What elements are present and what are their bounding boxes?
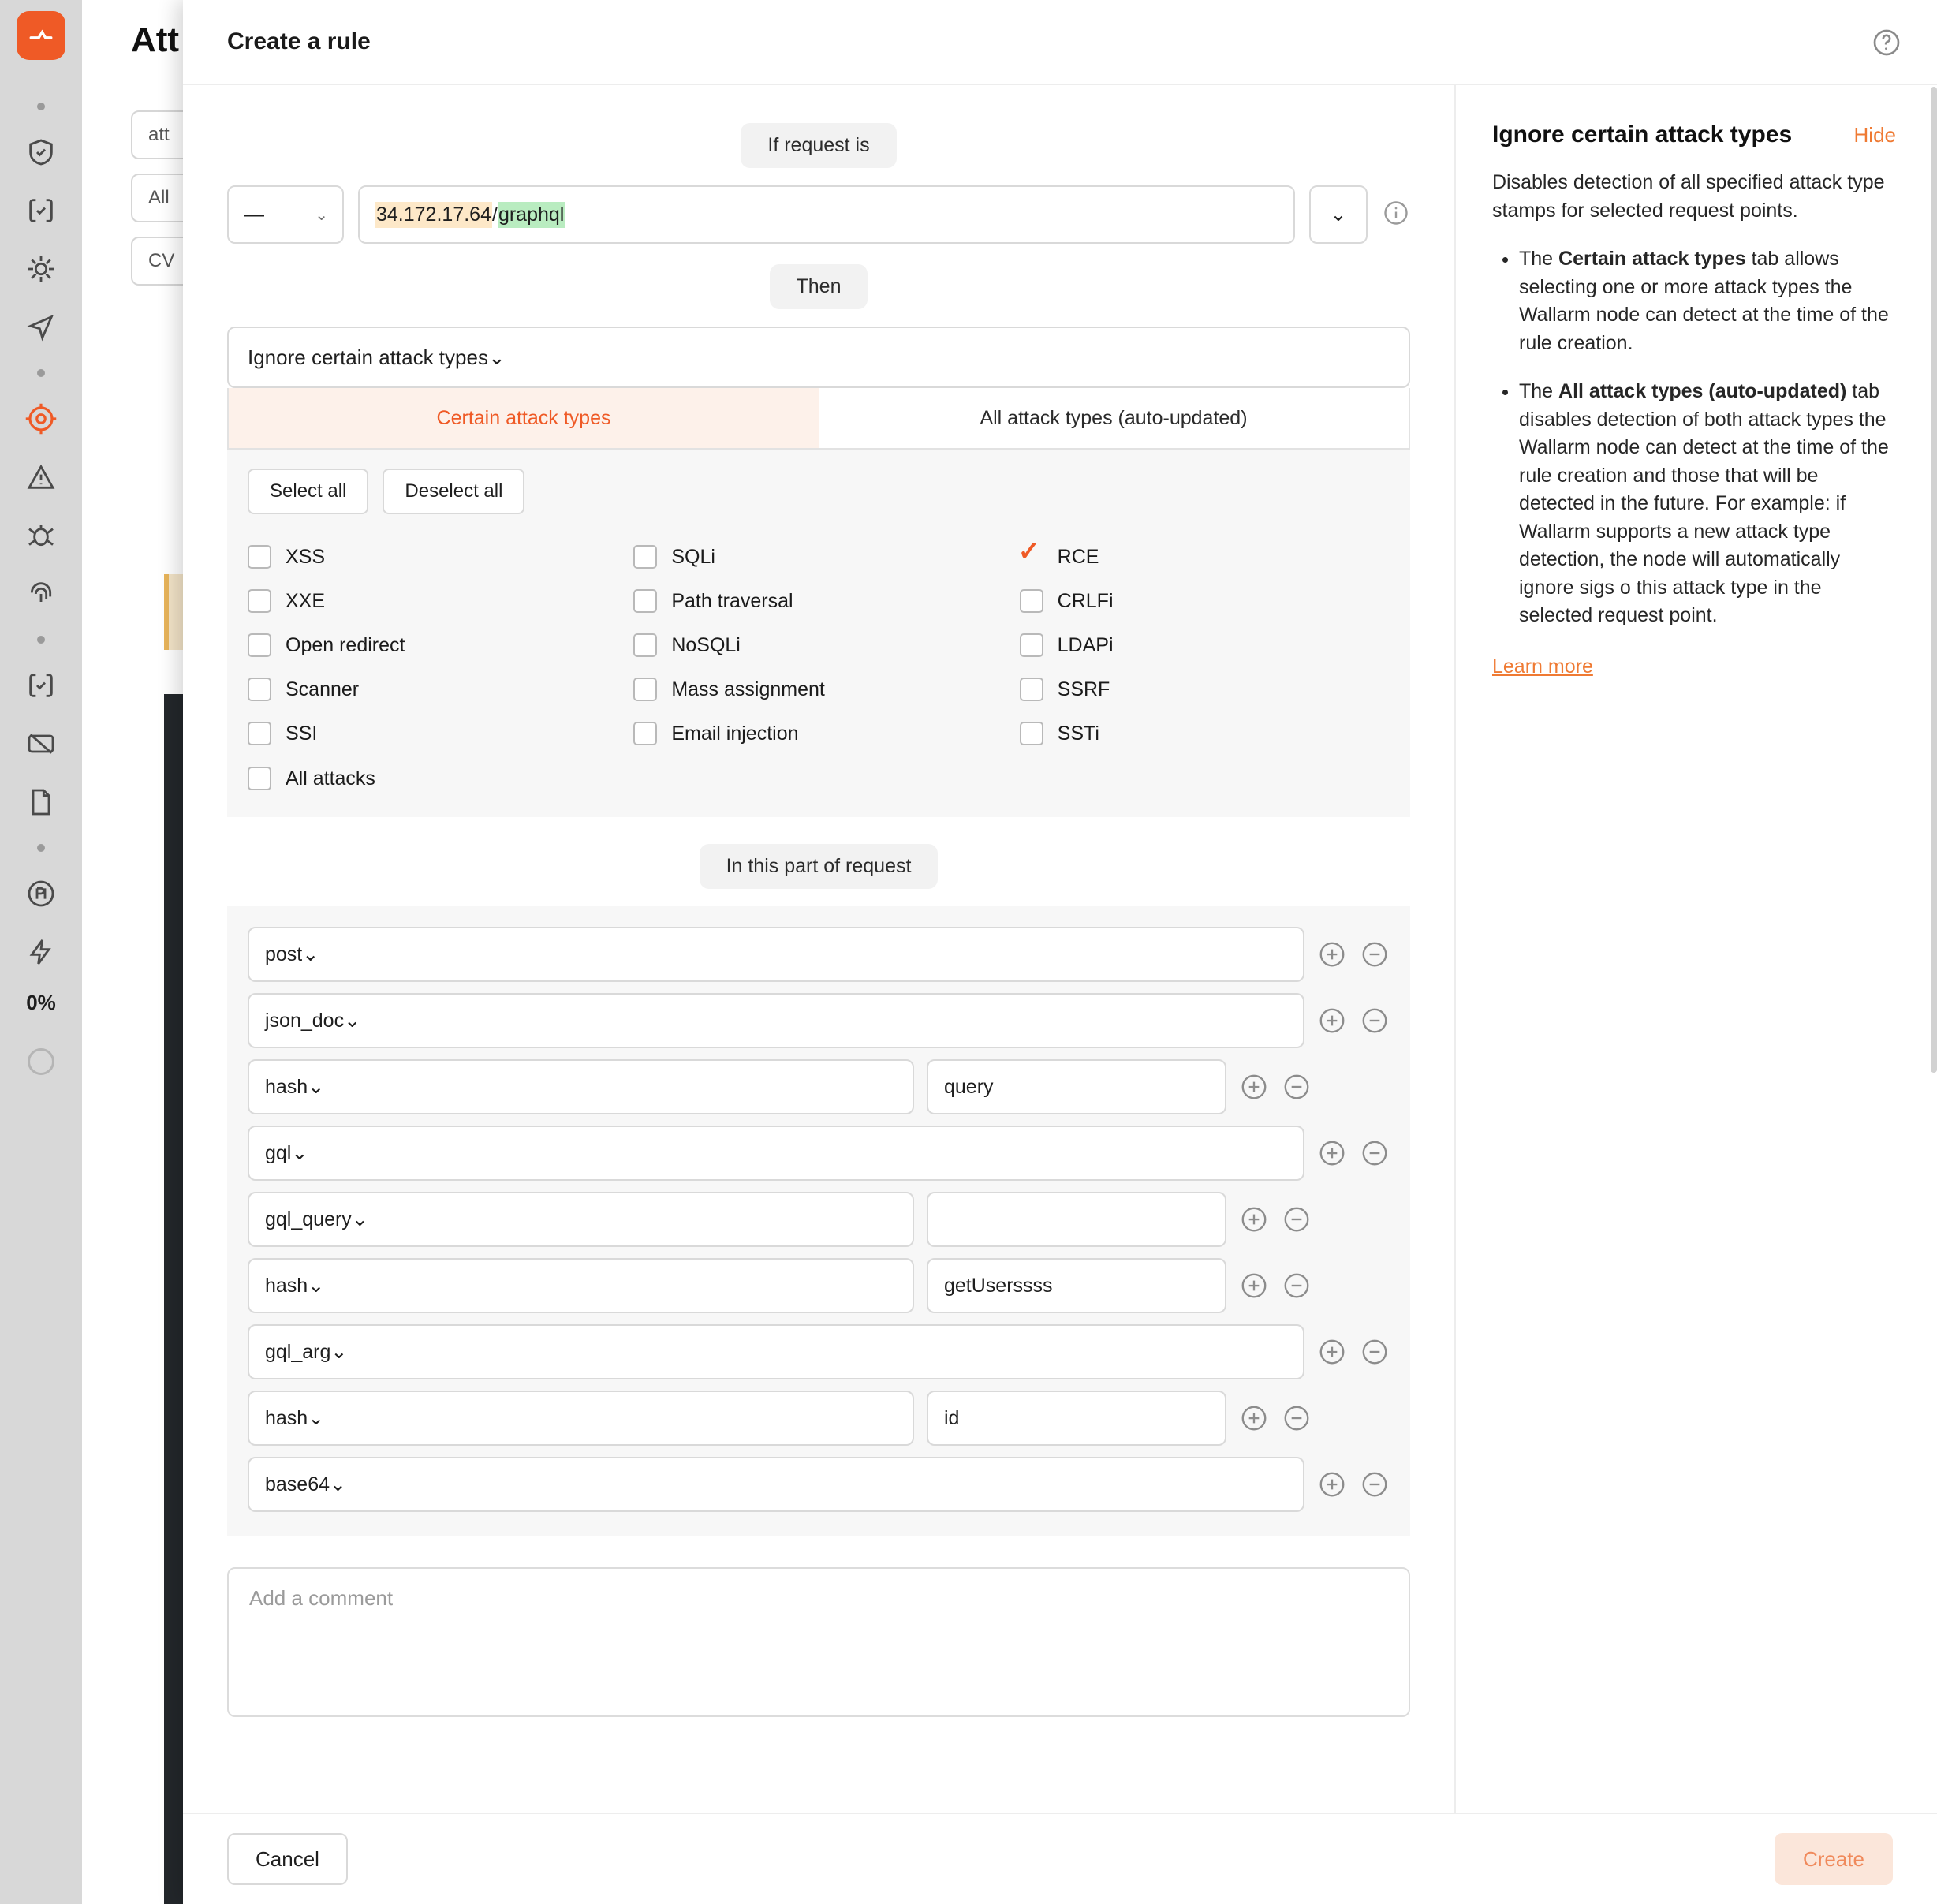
- modal-title: Create a rule: [227, 28, 371, 54]
- condition-value-path: graphql: [498, 202, 565, 228]
- minus-circle-icon[interactable]: [1282, 1204, 1312, 1234]
- point-row: [248, 1391, 1390, 1446]
- minus-circle-icon[interactable]: [1360, 1469, 1390, 1499]
- point-select[interactable]: [248, 1457, 1304, 1512]
- checkbox-label: Open redirect: [286, 633, 405, 656]
- point-row: [248, 1059, 1390, 1114]
- help-bullet: [1519, 378, 1896, 630]
- alert-triangle-icon[interactable]: [13, 448, 69, 506]
- point-value-input[interactable]: [927, 1192, 1226, 1247]
- point-select-value: json_doc: [265, 1009, 345, 1032]
- page-title: Att: [131, 21, 180, 59]
- selection-buttons: [248, 469, 1390, 514]
- chevron-down-icon: ⌄: [487, 345, 506, 369]
- checkbox-label: SSRF: [1057, 678, 1110, 700]
- minus-circle-icon[interactable]: [1282, 1403, 1312, 1433]
- action-select[interactable]: [227, 327, 1410, 388]
- chevron-down-icon: ⌄: [1330, 203, 1347, 226]
- point-select-value: gql_arg: [265, 1340, 331, 1363]
- checkbox-row[interactable]: [248, 711, 618, 756]
- checkbox-row[interactable]: [1020, 623, 1390, 667]
- minus-circle-icon[interactable]: [1360, 1337, 1390, 1367]
- point-row: [248, 1457, 1390, 1512]
- checkbox-row-all-attacks[interactable]: [248, 767, 1390, 790]
- attack-types-panel: [227, 450, 1410, 817]
- point-value-input[interactable]: query: [927, 1059, 1226, 1114]
- user-avatar[interactable]: [28, 1048, 54, 1075]
- chevron-down-icon: ⌄: [308, 1076, 325, 1098]
- chevron-down-icon: ⌄: [291, 1142, 308, 1164]
- checkbox-label: LDAPi: [1057, 633, 1114, 656]
- minus-circle-icon[interactable]: [1360, 1138, 1390, 1168]
- hide-help-button[interactable]: Hide: [1853, 123, 1896, 147]
- create-button[interactable]: Create: [1775, 1833, 1893, 1885]
- rail-divider-dot: [37, 103, 45, 110]
- point-select-value: base64: [265, 1473, 330, 1495]
- no-scan-icon[interactable]: [13, 715, 69, 773]
- point-row: [248, 1258, 1390, 1313]
- checkbox-xss[interactable]: [248, 545, 271, 569]
- select-all-button[interactable]: Select all: [248, 469, 368, 514]
- checkbox-label: NoSQLi: [671, 633, 741, 656]
- learn-more-link[interactable]: Learn more: [1492, 655, 1593, 678]
- chevron-down-icon: ⌄: [330, 1473, 346, 1495]
- checkbox-ssrf[interactable]: [1020, 678, 1043, 701]
- help-panel: [1454, 85, 1937, 1813]
- plus-circle-icon[interactable]: [1239, 1204, 1269, 1234]
- code-check-icon[interactable]: [13, 181, 69, 240]
- point-select[interactable]: [248, 1059, 914, 1114]
- filter-field-all[interactable]: All: [131, 174, 368, 222]
- point-value-input[interactable]: getUserssss: [927, 1258, 1226, 1313]
- app-logo[interactable]: [17, 11, 65, 60]
- checkbox-ldapi[interactable]: [1020, 633, 1043, 657]
- then-label-wrap: [227, 264, 1410, 309]
- plus-circle-icon[interactable]: [1239, 1403, 1269, 1433]
- checkbox-row[interactable]: [248, 623, 618, 667]
- progress-percent: 0%: [26, 991, 56, 1014]
- help-circle-icon[interactable]: [1871, 27, 1902, 62]
- checkbox-label: SQLi: [671, 545, 715, 568]
- send-icon[interactable]: [13, 298, 69, 357]
- minus-circle-icon[interactable]: [1282, 1072, 1312, 1102]
- request-points-panel: [227, 906, 1410, 1536]
- help-header: [1492, 121, 1896, 148]
- checkbox-path-traversal[interactable]: [633, 589, 657, 613]
- document-icon[interactable]: [13, 773, 69, 831]
- attacks-target-icon[interactable]: [13, 390, 69, 448]
- point-row: [248, 1324, 1390, 1379]
- point-select[interactable]: [248, 993, 1304, 1048]
- point-value-input[interactable]: id: [927, 1391, 1226, 1446]
- chevron-down-icon: ⌄: [308, 1275, 325, 1297]
- point-row: [248, 927, 1390, 982]
- left-nav-rail[interactable]: [0, 0, 82, 1904]
- checkbox-row[interactable]: [248, 535, 618, 579]
- api-icon[interactable]: [13, 240, 69, 298]
- checkbox-row[interactable]: [1020, 667, 1390, 711]
- point-select[interactable]: [248, 1391, 914, 1446]
- checkbox-label: Email injection: [671, 722, 799, 745]
- condition-value-host: 34.172.17.64: [375, 202, 492, 228]
- checkbox-row[interactable]: [1020, 579, 1390, 623]
- point-select-value: gql: [265, 1141, 292, 1164]
- help-title: Ignore certain attack types: [1492, 121, 1793, 147]
- checkbox-scanner[interactable]: [248, 678, 271, 701]
- point-row: [248, 993, 1390, 1048]
- help-description: Disables detection of all specified attack type stamps for selected request points.: [1492, 171, 1885, 222]
- point-select-value: hash: [265, 1075, 308, 1098]
- checkbox-xxe[interactable]: [248, 589, 271, 613]
- rail-divider-dot-2: [37, 369, 45, 377]
- attack-type-checkbox-grid: [248, 535, 1390, 756]
- help-bullet: [1519, 245, 1896, 357]
- help-bullet-rest: tab allows selecting one or more attack types the Wallarm node can detect at the time of the rule creation.: [1519, 248, 1889, 354]
- rail-divider-dot-3: [37, 636, 45, 644]
- action-select-value: Ignore certain attack types: [248, 345, 488, 369]
- checkbox-label: XXE: [286, 589, 326, 612]
- cancel-button[interactable]: Cancel: [227, 1833, 348, 1885]
- create-rule-modal: [183, 0, 1937, 1904]
- fingerprint-icon[interactable]: [13, 565, 69, 623]
- minus-circle-icon[interactable]: [1360, 939, 1390, 969]
- point-select[interactable]: [248, 1258, 914, 1313]
- checkbox-row[interactable]: [1020, 535, 1390, 579]
- modal-footer: [183, 1813, 1937, 1904]
- shield-icon[interactable]: [13, 123, 69, 181]
- checkbox-label: CRLFi: [1057, 589, 1114, 612]
- condition-extra-dropdown[interactable]: [1309, 185, 1368, 244]
- checkbox-all-attacks[interactable]: [248, 767, 271, 790]
- help-bullet-lead: The: [1519, 248, 1559, 270]
- rule-form: [183, 85, 1454, 1813]
- checkbox-open-redirect[interactable]: [248, 633, 271, 657]
- point-row: [248, 1126, 1390, 1181]
- minus-circle-icon[interactable]: [1360, 1006, 1390, 1036]
- chevron-down-icon: ⌄: [308, 1407, 325, 1429]
- filter-field-cv[interactable]: CV: [131, 237, 368, 286]
- checkbox-row[interactable]: [248, 579, 618, 623]
- chevron-down-icon: ⌄: [302, 943, 319, 965]
- help-bullet-rest: tab disables detection of both attack types the Wallarm node can detect at the time of the rule creation and those that will be detected in the future. For example: if Wallarm supports a new attack type detection, the node will automatically ignore sigs o this attack type in the selected request point.: [1519, 380, 1889, 626]
- if-request-label: If request is: [741, 123, 896, 168]
- help-bullet-bold: Certain attack types: [1558, 248, 1746, 270]
- point-row: [248, 1192, 1390, 1247]
- condition-value-separator: /: [491, 203, 498, 226]
- checkbox-row[interactable]: [633, 711, 1003, 756]
- checkbox-row[interactable]: [248, 667, 618, 711]
- point-select-value: hash: [265, 1274, 308, 1297]
- modal-body: [183, 85, 1937, 1813]
- point-select[interactable]: [248, 1324, 1304, 1379]
- checkbox-label: XSS: [286, 545, 326, 568]
- part-label-wrap: [227, 844, 1410, 889]
- condition-value-input[interactable]: [358, 185, 1295, 244]
- point-select-value: post: [265, 943, 303, 965]
- search-field[interactable]: att: [131, 110, 368, 159]
- point-select-value: gql_query: [265, 1208, 352, 1230]
- help-bullet-list: [1492, 245, 1896, 630]
- modal-header: [183, 0, 1937, 85]
- plus-circle-icon[interactable]: [1239, 1271, 1269, 1301]
- bug-icon[interactable]: [13, 506, 69, 565]
- checkbox-rce[interactable]: [1020, 545, 1043, 569]
- chevron-down-icon: ⌄: [330, 1341, 348, 1363]
- scrollbar-thumb[interactable]: [1931, 87, 1937, 1073]
- checkbox-label: SSTi: [1057, 722, 1099, 745]
- plus-circle-icon[interactable]: [1317, 939, 1347, 969]
- checkbox-row[interactable]: [633, 623, 1003, 667]
- trigger-bolt-icon[interactable]: [13, 923, 69, 981]
- checkbox-ssti[interactable]: [1020, 722, 1043, 745]
- ip-list-icon[interactable]: [13, 864, 69, 923]
- plus-circle-icon[interactable]: [1317, 1337, 1347, 1367]
- checkbox-row[interactable]: [1020, 711, 1390, 756]
- checkbox-nosqli[interactable]: [633, 633, 657, 657]
- point-select[interactable]: [248, 927, 1304, 982]
- checkbox-crlfi[interactable]: [1020, 589, 1043, 613]
- checkbox-sqli[interactable]: [633, 545, 657, 569]
- plus-circle-icon[interactable]: [1317, 1469, 1347, 1499]
- help-bullet-lead: The: [1519, 380, 1559, 402]
- point-select[interactable]: [248, 1126, 1304, 1181]
- plus-circle-icon[interactable]: [1317, 1138, 1347, 1168]
- plus-circle-icon[interactable]: [1317, 1006, 1347, 1036]
- part-of-request-label: In this part of request: [700, 844, 939, 889]
- checkbox-label: All attacks: [286, 767, 375, 790]
- point-select[interactable]: [248, 1192, 914, 1247]
- chevron-down-icon: ⌄: [315, 206, 328, 224]
- tab-all-attack-types[interactable]: All attack types (auto-updated): [819, 388, 1409, 448]
- info-icon[interactable]: [1382, 199, 1410, 231]
- checkbox-row[interactable]: [633, 667, 1003, 711]
- point-select-value: hash: [265, 1406, 308, 1429]
- attack-type-tabs: [227, 388, 1410, 450]
- checkbox-mass-assignment[interactable]: [633, 678, 657, 701]
- condition-row: [227, 185, 1410, 244]
- plus-circle-icon[interactable]: [1239, 1072, 1269, 1102]
- checkbox-label: Scanner: [286, 678, 360, 700]
- checkbox-label: Mass assignment: [671, 678, 825, 700]
- rules-icon[interactable]: [13, 656, 69, 715]
- checkbox-row[interactable]: [633, 535, 1003, 579]
- checkbox-ssi[interactable]: [248, 722, 271, 745]
- checkbox-label: Path traversal: [671, 589, 793, 612]
- condition-operator-value: —: [244, 203, 264, 226]
- chevron-down-icon: ⌄: [351, 1208, 368, 1230]
- if-request-label-wrap: [227, 123, 1410, 168]
- chevron-down-icon: ⌄: [344, 1010, 361, 1032]
- checkbox-label: SSI: [286, 722, 318, 745]
- comment-textarea[interactable]: Add a comment: [227, 1567, 1410, 1717]
- minus-circle-icon[interactable]: [1282, 1271, 1312, 1301]
- rail-divider-dot-4: [37, 844, 45, 852]
- deselect-all-button[interactable]: Deselect all: [383, 469, 524, 514]
- tab-certain-attack-types[interactable]: Certain attack types: [229, 388, 819, 448]
- then-label: Then: [770, 264, 868, 309]
- checkbox-label: RCE: [1057, 545, 1099, 568]
- checkbox-email-injection[interactable]: [633, 722, 657, 745]
- checkbox-row[interactable]: [633, 579, 1003, 623]
- condition-operator-select[interactable]: [227, 185, 344, 244]
- help-bullet-bold: All attack types (auto-updated): [1558, 380, 1847, 402]
